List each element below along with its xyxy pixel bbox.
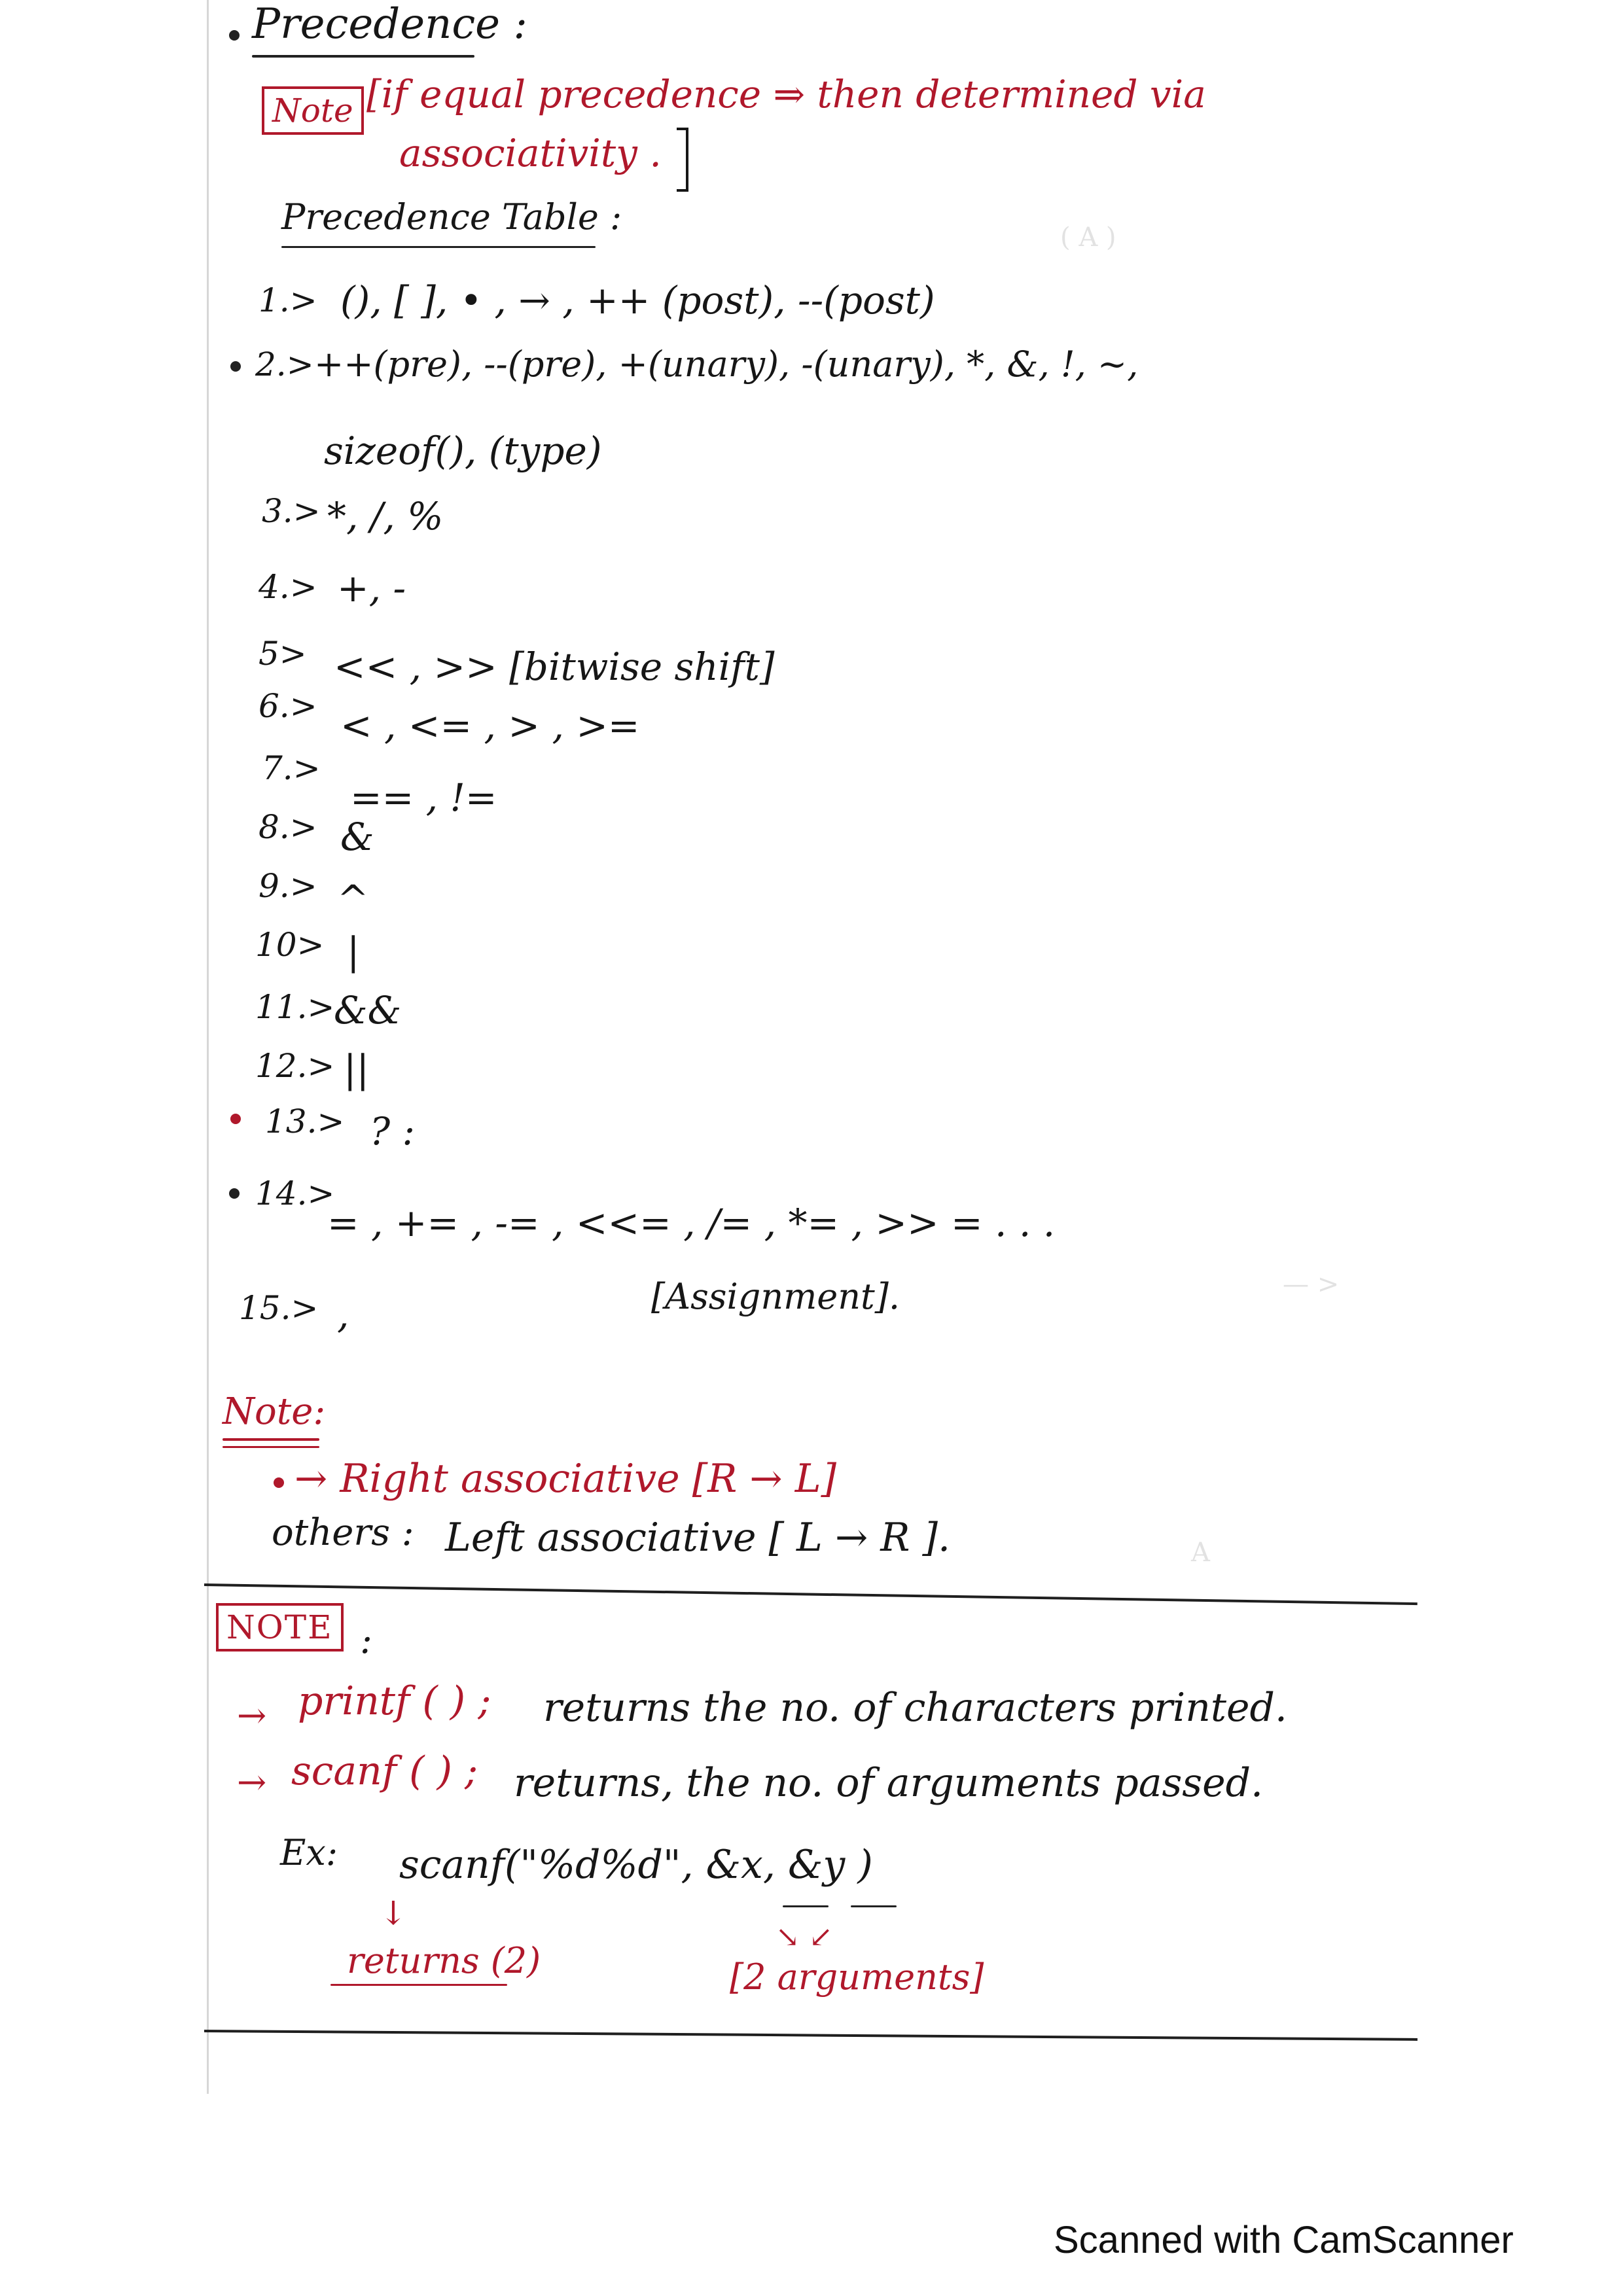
page-heading: Precedence : (252, 0, 527, 48)
arguments-annotation: [2 arguments] (730, 1956, 984, 1998)
row-number: 4.> (259, 568, 317, 606)
arrow-printf: → (237, 1695, 267, 1736)
page-margin-line (207, 0, 209, 2094)
row-number: 15.> (239, 1289, 319, 1327)
row-operators: , (337, 1292, 349, 1337)
heading-bullet (229, 30, 240, 41)
example-label: Ex: (280, 1832, 338, 1873)
row-operators: && (334, 988, 402, 1033)
bleed-through-mark: ( A ) (1060, 222, 1116, 253)
note3-colon: : (360, 1619, 372, 1662)
row-number: 8.> (259, 808, 317, 846)
row-operators: == , != (350, 775, 497, 820)
right-associative-note: → Right associative [R → L] (294, 1456, 837, 1502)
row-number: 12.> (255, 1047, 335, 1085)
note3-label-box: NOTE (216, 1603, 344, 1651)
row-number: 3.> (262, 492, 321, 530)
note2-underline (223, 1438, 319, 1441)
row-bullet (230, 361, 241, 372)
row-number: 2.> (255, 345, 314, 383)
row-number: 1.> (259, 281, 317, 319)
row-operators-continued: sizeof(), (type) (324, 429, 602, 473)
section-divider (204, 2030, 1418, 2041)
row-operators: +, - (337, 566, 406, 610)
example-code: scanf("%d%d", &x, &y ) (399, 1842, 873, 1888)
row-operators: *, /, % (327, 494, 444, 539)
row-number: 7.> (262, 749, 321, 787)
row-bullet (229, 1188, 240, 1199)
row-number: 9.> (259, 867, 317, 905)
arg-underline (851, 1905, 897, 1907)
row-operators: ^ (337, 877, 369, 921)
printf-function: printf ( ) ; (298, 1678, 491, 1724)
row-bullet (230, 1114, 241, 1124)
row-operators: || (344, 1047, 370, 1091)
row-operators: < , <= , > , >= (340, 703, 640, 748)
row-operators: (), [ ], • , → , ++ (post), --(post) (340, 278, 935, 323)
section-divider (204, 1583, 1418, 1605)
scanf-description: returns, the no. of arguments passed. (514, 1760, 1264, 1806)
left-associative-note: Left associative [ L → R ]. (445, 1515, 951, 1561)
row-number: 6.> (259, 687, 317, 725)
bleed-through-mark: — > (1283, 1269, 1340, 1299)
arrow-scanf: → (237, 1761, 267, 1803)
heading-underline (252, 55, 474, 58)
note1-line1: [if equal precedence ⇒ then determined via (366, 72, 1206, 116)
note2-underline (223, 1446, 319, 1448)
camscanner-watermark: Scanned with CamScanner (1054, 2219, 1514, 2261)
table-title: Precedence Table : (281, 196, 622, 238)
row-operators: & (340, 815, 374, 859)
note1-line2: associativity . (399, 131, 662, 175)
down-arrow-returns: ↓ (380, 1894, 407, 1932)
down-arrows-args: ↘ ↙ (776, 1920, 833, 1954)
row-number: 11.> (255, 988, 335, 1026)
table-title-underline (281, 246, 596, 248)
returns-underline (330, 1984, 507, 1986)
assignment-label: [Assignment]. (651, 1276, 900, 1317)
note2-label: Note: (223, 1390, 326, 1433)
row-operators: | (347, 929, 360, 974)
bleed-through-mark: A (1191, 1538, 1210, 1568)
note1-close-bracket (677, 128, 688, 192)
note-label-box: Note (262, 86, 364, 135)
row-number: 14.> (255, 1174, 335, 1212)
others-label: others : (272, 1511, 414, 1554)
row-operators: = , += , -= , <<= , /= , *= , >> = . . . (327, 1201, 1056, 1245)
printf-description: returns the no. of characters printed. (543, 1685, 1287, 1731)
row-operators: ? : (370, 1109, 416, 1154)
row-operators: << , >> [bitwise shift] (334, 645, 775, 689)
arg-underline (783, 1905, 829, 1907)
row-number: 5> (259, 635, 307, 673)
row-number: 10> (255, 926, 325, 964)
row-number: 13.> (265, 1103, 345, 1140)
row-operators: ++(pre), --(pre), +(unary), -(unary), *, &, !, ~, (314, 344, 1139, 385)
scanf-function: scanf ( ) ; (291, 1748, 478, 1794)
right-assoc-bullet (274, 1477, 284, 1488)
returns-annotation: returns (2) (347, 1940, 541, 1981)
